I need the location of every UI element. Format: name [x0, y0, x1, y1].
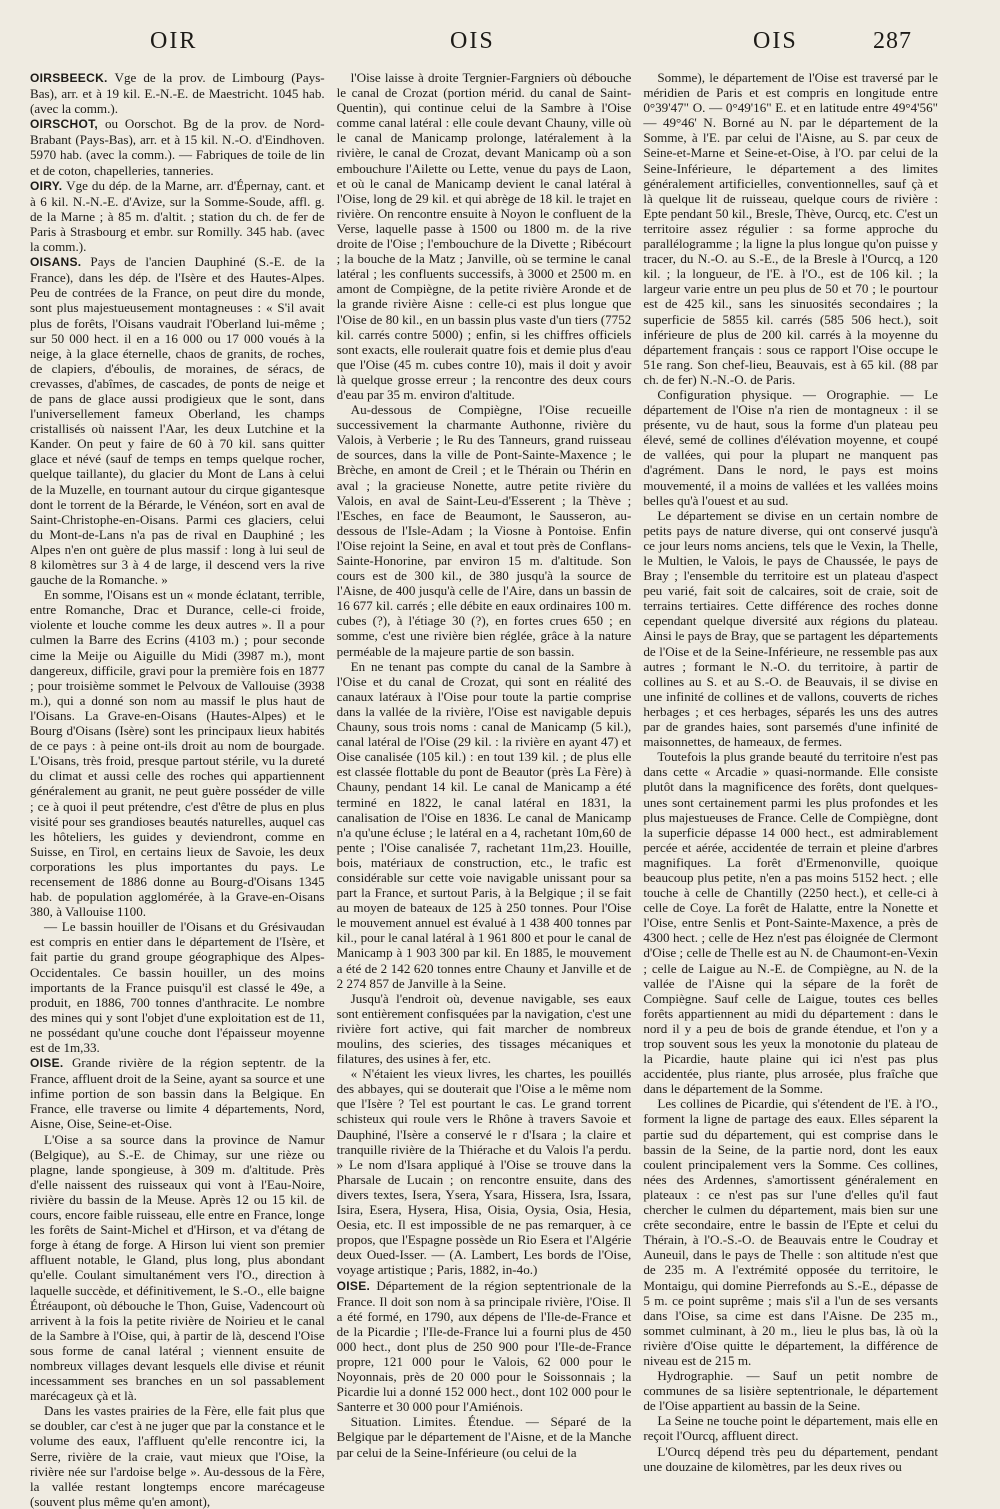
text-column-1	[30, 70, 325, 1509]
paragraph	[643, 508, 938, 750]
running-head-right: OIS	[753, 28, 798, 54]
paragraph	[337, 70, 632, 402]
running-head-center: OIS	[450, 28, 495, 54]
entry-headword: OISANS.	[30, 255, 82, 270]
paragraph	[337, 991, 632, 1066]
entry-text: L'Ourcq dépend très peu du département, pendant une douzaine de kilomètres, par les deux rives ou	[643, 1443, 938, 1474]
paragraph	[30, 587, 325, 919]
entry-headword: OIRSBEECK.	[30, 71, 108, 85]
entry-text: Jusqu'à l'endroit où, devenue navigable, ses eaux sont entièrement confisquées par la navigation, c'est une rivière fort active, qui fait marcher de nombreux moulins, des scieries, des tissages mécaniques et filatures, des usines à fer, etc.	[336, 990, 632, 1067]
entry-text: L'Oise a sa source dans la province de Namur (Belgique), au S.-E. de Chimay, sur une rièze ou plagne, lande spongieuse, à 309 m. d'altitude. Près d'elle naissent des ruisseaux qui vont à l'Eau-Noire, rivière du bassin de la Meuse. Après 12 ou 15 kil. de cours, encore faible ruisseau, elle entre en France, longe les forêts de Saint-Michel et d'Hirson, et va d'étang de forge à étang de forge. A Hirson lui vient son premier affluent notable, le Gland, plus long, plus abondant qu'elle. Coulant simultanément vers l'O., direction à laquelle succède, et définitivement, le S.-O., elle baigne Étréaupont, où débouche le Thon, Guise, Vadencourt où arrivent à la fois la petite rivière de Noirieu et le canal de la Sambre à l'Oise, qui, à partir de là, descend l'Oise sous forme de canal latéral ; viennent ensuite de nombreux villages devant lesquels elle divise et réunit incessamment ses branches en un sol passablement marécageux çà et là.	[30, 1131, 325, 1404]
entry-text: Configuration physique. — Orographie. — Le département de l'Oise n'a rien de montagneux : il se présente, vu de haut, sous la forme d'un plateau peu élevé, semé de collines d'élévation moyenne, et coupé de vallées, qui pour la plupart ne manquent pas d'agrément. Dans le nord, le pays est moins mouvementé, il a moins de vallées et les vallées moins belles qu'à l'ouest et au sud.	[643, 386, 938, 508]
paragraph	[643, 1444, 938, 1474]
entry-text: La Seine ne touche point le département, mais elle en reçoit l'Ourcq, affluent direct.	[643, 1413, 938, 1444]
text-column-2	[337, 70, 632, 1509]
entry-text: Vge de la prov. de Limbourg (Pays-Bas), arr. et à 19 kil. E.-N.-E. de Maestricht. 1045 hab. (avec la comm.).	[30, 70, 325, 117]
entry-text: Somme), le département de l'Oise est traversé par le méridien de Paris et est compris en longitude entre 0°39'47" O. — 0°49'16" E. et en latitude entre 49°4'56" — 49°46' N. Borné au N. par le département de la Somme, à l'E. par celui de l'Aisne, au S. par ceux de Seine-et-Marne et Seine-et-Oise, à l'O. par celui de la Seine-Inférieure, le département a des limites généralement artificielles, conventionnelles, sauf çà et là quelque lit de ruisseau, quelque cours de rivière : Epte pendant 50 kil., Bresle, Thève, Ourcq, etc. C'est un territoire assez régulier : sa forme approche du parallélogramme ; la ligne la plus longue qu'on puisse y tracer, du N.-O. au S.-E., de la Bresle à l'Ourcq, a 120 kil. ; la longueur, de l'E. à l'O., est de 106 kil. ; la largeur varie entre un peu plus de 50 et 70 ; le pourtour est de 425 kil., sans les sinuosités secondaires ; la superficie de 5855 kil. carrés (585 506 hect.), soit inférieure de plus de 200 kil. carrés à la moyenne du département français : sous ce rapport l'Oise occupe le 51e rang. Son chef-lieu, Beauvais, est à 65 kil. (88 par ch. de fer) N.-N.-O. de Paris.	[643, 70, 938, 387]
text-columns	[30, 70, 938, 1509]
entry-text: Le département se divise en un certain nombre de petits pays de nature diverse, qui ont conservé jusqu'à ce jour leurs noms anciens, tels que le Vexin, la Thelle, le Multien, le Valois, le pays de Chaussée, le pays de Bray ; l'ensemble du territoire est un plateau d'aspect peu varié, fait soit de calcaires, soit de craie, soit de terrains tertiaires. Cette différence des roches donne cependant quelque diversité aux régions du plateau. Ainsi le pays de Bray, que se partagent les départements de l'Oise et de la Seine-Inférieure, ne ressemble pas aux autres ; formant le N.-O. du territoire, à partir de collines au S. et au S.-O. de Beauvais, il se divise en une infinité de collines et de vallons, couverts de riches herbages ; et ces herbages, séparés les uns des autres par de grandes haies, sont parsemés d'une infinité de maisonnettes, de hameaux, de fermes.	[643, 507, 938, 750]
entry-text: Situation. Limites. Étendue. — Séparé de la Belgique par le département de l'Aisne, et de la Manche par celui de la Seine-Inférieure (ou celui de la	[336, 1414, 632, 1460]
dictionary-entry	[30, 116, 325, 177]
dictionary-entry	[30, 70, 325, 116]
entry-text: Toutefois la plus grande beauté du territoire n'est pas dans cette « Arcadie » quasi-normande. Elle consiste plutôt dans la magnificence des forêts, dont quelques-unes sont certainement parmi les plus profondes et les plus majestueuses de France. Celle de Compiègne, dont la superficie dépasse 14 000 hect., est admirablement percée et aérée, accidentée de terrain et pleine d'arbres magnifiques. La forêt d'Ermenonville, quoique beaucoup plus petite, n'en a pas moins 5152 hect. ; elle touche à celle de Chantilly (2250 hect.), et celle-ci à celle de Coye. La forêt de Halatte, entre la Nonette et l'Oise, entre Senlis et Pont-Sainte-Maxence, a près de 4300 hect. ; celle de Hez n'est pas éloignée de Clermont d'Oise ; celle de Thelle est au N. de Chaumont-en-Vexin ; celle de Laigue au N.-E. de Compiègne, au N. de la vallée de l'Aisne qui la sépare de la forêt de Compiègne. Sauf celle de Laigue, toutes ces belles forêts appartiennent au midi du département : dans le nord il y a peu de bois de grande étendue, et l'on y a trop souvent sous les yeux la monotonie du plateau de la Picardie, haute plaine qui ici n'est pas plus accidentée, plus riante, plus arrosée, plus fraîche que dans le département de la Somme.	[643, 749, 938, 1097]
paragraph	[643, 1413, 938, 1443]
dictionary-entry	[30, 254, 325, 587]
entry-text: ou Oorschot. Bg de la prov. de Nord-Brabant (Pays-Bas), arr. et à 15 kil. N.-O. d'Eindhoven. 5970 hab. (avec la comm.). — Fabriques de toile de lin et de coton, chapelleries, tanneries.	[30, 116, 325, 178]
paragraph	[30, 1403, 325, 1509]
paragraph	[643, 387, 938, 508]
entry-text: Au-dessous de Compiègne, l'Oise recueille successivement la charmante Authonne, rivière du Valois, à Verberie ; le Ru des Tanneurs, grand ruisseau de sources, dans la ville de Pont-Sainte-Maxence ; le Brèche, en amont de Creil ; et le Thérain ou Thérin en aval ; la gracieuse Nonette, autre petite rivière du Valois, en aval de Saint-Leu-d'Esserent ; la Thève ; l'Esches, en face de Beaumont, le Sausseron, au-dessous de l'Isle-Adam ; la Viosne à Pontoise. Enfin l'Oise rejoint la Seine, en aval et tout près de Conflans-Sainte-Honorine, par environ 15 m. d'altitude. Son cours est de 300 kil., de 380 jusqu'à la source de l'Aisne, de 400 jusqu'à celle de l'Aire, dans un bassin de 16 677 kil. carrés ; elle débite en eaux ordinaires 100 m. cubes (?), à l'étiage 30 (?), en fortes crues 650 ; en somme, c'est une rivière bien réglée, grâce à la nature perméable de la majeure partie de son bassin.	[336, 402, 632, 659]
paragraph	[643, 1096, 938, 1368]
paragraph	[337, 1066, 632, 1277]
paragraph	[337, 1414, 632, 1459]
page-number: 287	[873, 28, 912, 54]
entry-text: Hydrographie. — Sauf un petit nombre de communes de sa lisière septentrionale, le département de l'Oise appartient au bassin de la Seine.	[643, 1368, 938, 1414]
paragraph	[30, 919, 325, 1055]
dictionary-entry	[30, 1055, 325, 1131]
entry-text: « N'étaient les vieux livres, les chartes, les pouillés des abbayes, qui se douterait que l'Oise a le même nom que l'Isère ? Tel est pourtant le cas. Le grand torrent schisteux qui roule vers le Rhône à travers Savoie et Dauphiné, l'Isère a conservé le r d'Isara ; la claire et tranquille rivière de la Thiérache et du Valois l'a perdu. » Le nom d'Isara appliqué à l'Oise se trouve dans la Pharsale de Lucain ; on rencontre ensuite, dans des divers textes, Isera, Ysera, Ysara, Hissera, Isra, Issara, Isira, Esera, Hysera, Hisa, Oisia, Oysia, Osia, Hesia, Oesia, etc. Il est impossible de ne pas remarquer, à ce propos, que l'Espagne possède un Rio Esera et l'Algérie deux Oued-Isser. — (A. Lambert, Les bords de l'Oise, voyage artistique ; Paris, 1882, in-4o.)	[336, 1066, 632, 1278]
entry-text: Grande rivière de la région septentr. de la France, affluent droit de la Seine, ayant sa source et une infime portion de son bassin dans la Belgique. En France, elle traverse ou limite 4 départements, Nord, Aisne, Oise, Seine-et-Oise.	[30, 1055, 325, 1132]
running-head	[0, 28, 1000, 62]
entry-text: Dans les vastes prairies de la Fère, elle fait plus que se doubler, car c'est à ne juger que par la constance et le volume des eaux, l'affluent qu'elle rencontre ici, la Serre, rivière de la craie, vaut mieux que l'Oise, la rivière née sur l'ardoise belge ». Au-dessous de la Fère, la vallée restant longtemps encore marécageuse (souvent plus même qu'en amont),	[30, 1403, 325, 1509]
entry-text: Les collines de Picardie, qui s'étendent de l'E. à l'O., forment la ligne de partage des eaux. Elles séparent la partie sud du département, qui est comprise dans le bassin de la Seine, de la partie nord, dont les eaux coulent principalement vers la Somme. Ces collines, nées des Ardennes, s'amortissent généralement en plateaux : ce n'est pas sur l'une d'elles qu'il faut chercher le culmen du département, mais bien sur une crête secondaire, entre le bassin de l'Epte et celui du Thérain, à l'O.-S.-O. de Beauvais entre le Coudray et Auneuil, dans le pays de Thelle : son altitude n'est que de 235 m. A l'extrémité opposée du territoire, le Montaigu, qui domine Pierrefonds au S.-E., dépasse de 5 m. ce point suprême ; mais s'il a l'un de ses versants dans l'Oise, sa cime est dans l'Aisne. De 235 m., sommet culminant, à 20 m., lieu le plus bas, là où la rivière d'Oise quitte le département, la différence de niveau est de 215 m.	[643, 1096, 938, 1368]
entry-headword: OISE.	[30, 1056, 64, 1071]
entry-text: En somme, l'Oisans est un « monde éclatant, terrible, entre Romanche, Drac et Durance, celle-ci froide, violente et louche comme les deux autres ». Il a pour culmen la Barre des Ecrins (4103 m.) ; pour seconde cime la Meije ou Aiguille du Midi (3987 m.), mont dangereux, difficile, gravi pour la première fois en 1877 ; pour troisième sommet le Pelvoux de Vallouise (3938 m.), qui a donné son nom au massif le plus haut de l'Oisans. La Grave-en-Oisans (Hautes-Alpes) et le Bourg d'Oisans (Isère) sont les principaux lieux habités de ce pays : à peine ont-ils droit au nom de bourgade. L'Oisans, très froid, presque partout stérile, vu la dureté du climat et aussi celle des roches qui appartiennent généralement au granit, ne peut guère posséder de ville ; ce à quoi il peut prétendre, c'est d'être de plus en plus visité pour ses grandioses beautés naturelles, auquel cas les hôteliers, les guides y deviendront, comme en Suisse, en Tirol, en certains lieux de Savoie, les deux corporations les plus importantes du pays. Le recensement de 1886 donne au Bourg-d'Oisans 1345 hab. de population agglomérée, à la Grave-en-Oisans 380, à Vallouise 1100.	[30, 587, 325, 920]
running-head-left: OIR	[150, 28, 198, 54]
entry-text: — Le bassin houiller de l'Oisans et du Grésivaudan est compris en entier dans le département de l'Isère, et fait partie du grand groupe géographique des Alpes-Occidentales. Ce bassin houiller, un des moins importants de la France puisqu'il est classé le 49e, a produit, en 1886, 700 tonnes d'anthracite. Le nombre des mines qui y sont l'objet d'une exploitation est de 11, ne possédant qu'une couche dont l'épaisseur moyenne est de 1m,33.	[30, 919, 325, 1055]
entry-text: l'Oise laisse à droite Tergnier-Fargniers où débouche le canal de Crozat (portion mérid. du canal de Saint-Quentin), qui continue celui de la Sambre à l'Oise comme canal latéral : elle coule devant Chauny, ville où le canal de Manicamp prolonge, latéralement à la rivière, le canal de Crozat, devant Manicamp où a son embouchure l'Ailette ou Lette, venue du pays de Laon, et où le canal de Manicamp devient le canal latéral à l'Oise, long de 29 kil. et qui abrège de 18 kil. le trajet en rivière. On rencontre ensuite à Noyon le confluent de la Verse, laquelle passe à 1500 ou 1800 m. de la rive droite de l'Oise ; l'embouchure de la Divette ; Ribécourt ; la bouche de la Matz ; Janville, où se termine le canal latéral ; les confluents successifs, à 3000 et 2500 m. en amont de Compiègne, de la petite rivière Aronde et de la grande rivière Aisne : celle-ci est plus longue que l'Oise de 80 kil., en un bassin plus vaste d'un tiers (7752 kil. carrés contre 5000) ; enfin, si les chiffres officiels sont exacts, elle roulerait quatre fois et demie plus d'eau que l'Oise (45 m. cubes contre 10), mais il doit y avoir là quelque grosse erreur ; la rencontre des deux cours d'eau par 35 m. environ d'altitude.	[336, 70, 632, 402]
entry-headword: OIRY.	[30, 178, 63, 193]
entry-headword: OISE.	[336, 1278, 371, 1293]
dictionary-entry	[30, 178, 325, 254]
paragraph	[643, 70, 938, 387]
paragraph	[643, 1368, 938, 1413]
paragraph	[30, 1132, 325, 1404]
paragraph	[337, 659, 632, 991]
entry-text: Pays de l'ancien Dauphiné (S.-E. de la France), dans les dép. de l'Isère et des Hautes-Alpes. Peu de contrées de la France, on peut dire du monde, sont plus majestueusement montagneuses : « S'il avait plus de forêts, l'Oisans vaudrait l'Oberland lui-même ; sur 50 000 hect. il en a 16 000 ou 17 000 voués à la neige, à la glace éternelle, chaos de granits, de roches, de clapiers, d'éboulis, de moraines, de séracs, de crevasses, d'abîmes, de cascades, de ponts de neige et de pans de glace aussi prodigieux que le sont, dans l'universellement fameux Oberland, les champs cristallisés où naissent l'Aar, les deux Lutchine et la Kander. On peut y faire de 60 à 70 kil. sans quitter glace et névé (sauf de temps en temps quelque rocher, quelque taillante), du glacier du Mont de Lans à celui de la Muzelle, en tournant autour du cirque gigantesque dont le torrent de la Bérarde, le Vénéon, sort en aval de Saint-Christophe-en-Oisans. Parmi ces glaciers, celui du Mont-de-Lans n'a pas de rival en Dauphiné ; les Alpes n'en ont guère de plus massif : long à lui seul de 8 kilomètres sur 3 à 4 de large, il descend vers la rive gauche de la Romanche. »	[30, 254, 325, 588]
entry-text: Vge du dép. de la Marne, arr. d'Épernay, cant. et à 6 kil. N.-N.-E. d'Avize, sur la Somme-Soude, affl. g. de la Marne ; à 85 m. d'altit. ; station du ch. de fer de Paris à Strasbourg et embr. sur Romilly. 345 hab. (avec la comm.).	[30, 177, 325, 255]
dictionary-entry	[337, 1278, 632, 1415]
paragraph	[643, 749, 938, 1096]
entry-text: Département de la région septentrionale de la France. Il doit son nom à sa principale rivière, l'Oise. Il a été formé, en 1790, aux dépens de l'Ile-de-France et de la Picardie ; l'Ile-de-France lui a fourni plus de 450 000 hect., dont plus de 250 900 pour l'Ile-de-France propre, 121 000 pour le Valois, 62 000 pour le Noyonnais, près de 20 000 pour le Soissonnais ; la Picardie lui a donné 152 000 hect., dont 102 000 pour le Santerre et 30 000 pour l'Amiénois.	[336, 1277, 632, 1415]
entry-headword: OIRSCHOT,	[30, 117, 99, 132]
entry-text: En ne tenant pas compte du canal de la Sambre à l'Oise et du canal de Crozat, qui sont en réalité des canaux latéraux à l'Oise pour toute la partie comprise dans la vallée de la rivière, l'Oise est navigable depuis Chauny, sous trois noms : canal de Manicamp (5 kil.), canal latéral de l'Oise (29 kil. : la rivière en ayant 47) et Oise canalisée (105 kil.) : en tout 139 kil. ; de plus elle est classée flottable du pont de Beautor (près La Fère) à Chauny, pendant 14 kil. Le canal de Manicamp a été terminé en 1822, le canal latéral en 1831, la canalisation de l'Oise en 1836. Le canal de Manicamp n'a qu'une écluse ; le latéral en a 4, rachetant 10m,60 de pente ; l'Oise canalisée 7, rachetant 11m,23. Houille, bois, matériaux de construction, etc., le trafic est considérable sur cette voie navigable unissant pour sa part la France, et surtout Paris, à la Belgique ; il se fait au moyen de bateaux de 125 à 250 tonnes. Pour l'Oise le mouvement annuel est évalué à 1 438 400 tonnes par kil., pour le canal latéral à 1 961 800 et pour le canal de Manicamp à 1 903 300 par kil. En 1885, le mouvement a été de 2 142 620 tonnes entre Chauny et Janville et de 2 274 857 de Janville à la Seine.	[336, 658, 632, 991]
paragraph	[337, 402, 632, 659]
text-column-3	[643, 70, 938, 1509]
